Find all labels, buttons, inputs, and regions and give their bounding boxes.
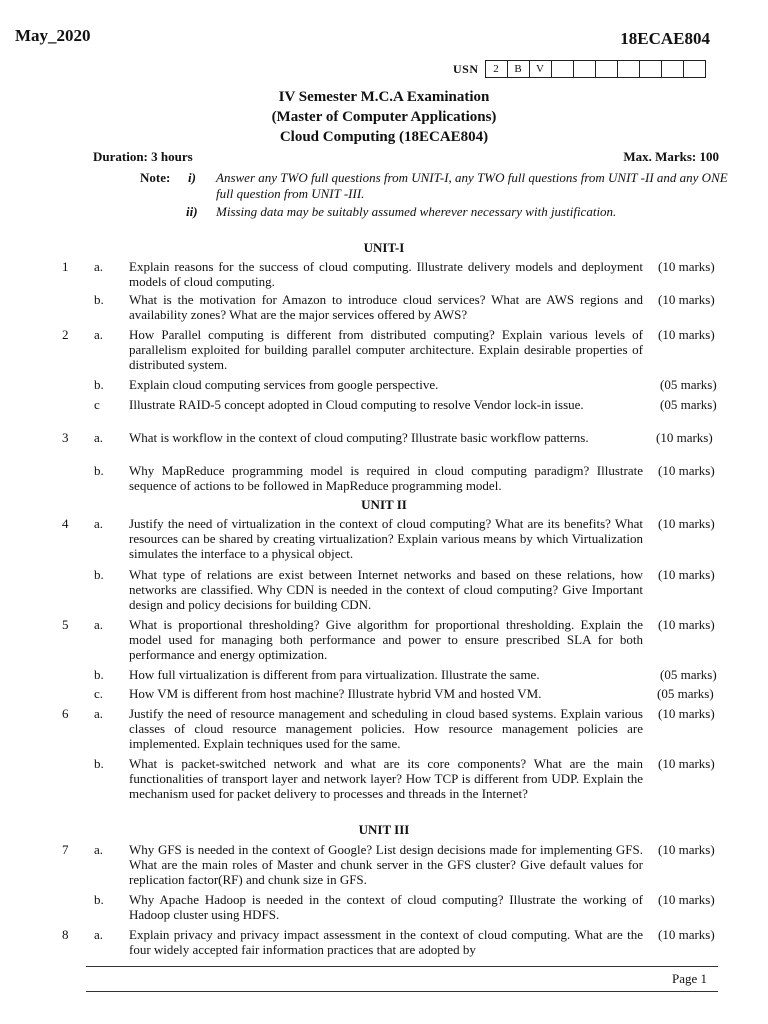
question-text: What is proportional thresholding? Give algorithm for proportional thresholding. Explain the model used for managing both performance and power to ensure prescribed SLA for both performance and energy optimization.	[129, 617, 643, 663]
unit-heading: UNIT III	[358, 822, 410, 837]
question-part: b.	[94, 667, 104, 682]
question-number: 3	[62, 430, 69, 445]
question-text: What is packet-switched network and what are its core components? What are the main functionalities of transport layer and network layer? How TCP is different from UDP. Explain the mechanism used for packet delivery to processes and threads in the Internet?	[129, 756, 643, 802]
unit-heading: UNIT-I	[363, 240, 405, 255]
question-marks: (10 marks)	[658, 892, 715, 907]
question-part: b.	[94, 377, 104, 392]
question-part: c	[94, 397, 100, 412]
question-number: 1	[62, 259, 69, 274]
note-label: Note:	[140, 170, 171, 185]
question-number: 8	[62, 927, 69, 942]
question-number: 7	[62, 842, 69, 857]
question-number: 6	[62, 706, 69, 721]
question-text: Why Apache Hadoop is needed in the context of cloud computing? Illustrate the working of Hadoop cluster using HDFS.	[129, 892, 643, 923]
question-text: How full virtualization is different from para virtualization. Illustrate the same.	[129, 667, 540, 682]
usn-box	[552, 61, 574, 77]
usn-box	[618, 61, 640, 77]
question-part: a.	[94, 430, 104, 445]
question-part: b.	[94, 463, 104, 478]
question-marks: (05 marks)	[660, 397, 717, 412]
note-text: Answer any TWO full questions from UNIT-I, any TWO full questions from UNIT -II and any ONE full question from UNIT -III.	[216, 170, 728, 201]
question-marks: (10 marks)	[658, 463, 715, 478]
question-part: a.	[94, 617, 104, 632]
question-number: 2	[62, 327, 69, 342]
question-text: Why GFS is needed in the context of Google? List design decisions made for implementing GFS. What are the main roles of Master and chunk server in the GFS cluster? Give default values for replication factor(RF) and chunk size in GFS.	[129, 842, 643, 888]
question-text: Explain cloud computing services from google perspective.	[129, 377, 439, 392]
exam-title: IV Semester M.C.A Examination	[278, 89, 490, 105]
program-title: (Master of Computer Applications)	[271, 109, 497, 125]
note-text: Missing data may be suitably assumed wherever necessary with justification.	[216, 204, 617, 219]
usn-box	[684, 61, 705, 77]
usn-box: 2	[486, 61, 508, 77]
question-text: Explain privacy and privacy impact assessment in the context of cloud computing. What are the four widely accepted fair information practices that are adopted by	[129, 927, 643, 958]
question-marks: (10 marks)	[658, 259, 715, 274]
question-part: b.	[94, 892, 104, 907]
question-marks: (05 marks)	[660, 377, 717, 392]
question-text: Justify the need of virtualization in the context of cloud computing? What are its benefits? What resources can be shared by creating virtualization? Explain various means by which Virtualization simulates the interface to a physical object.	[129, 516, 643, 562]
usn-field	[453, 60, 706, 78]
question-part: a.	[94, 706, 104, 721]
question-marks: (10 marks)	[658, 927, 715, 942]
question-text: How Parallel computing is different from distributed computing? Explain various levels of parallelism exploited for building parallel computer architecture. Explain desirable properties of distributed system.	[129, 327, 643, 373]
usn-box	[662, 61, 684, 77]
footer-rule-bottom	[86, 991, 718, 992]
usn-boxes	[485, 60, 706, 78]
question-part: a.	[94, 927, 104, 942]
max-marks: Max. Marks: 100	[623, 149, 719, 164]
question-part: c.	[94, 686, 104, 701]
question-text: What is the motivation for Amazon to introduce cloud services? What are AWS regions and availability zones? What are the major services offered by AWS?	[129, 292, 643, 323]
question-text: Illustrate RAID-5 concept adopted in Cloud computing to resolve Vendor lock-in issue.	[129, 397, 584, 412]
note-number: i)	[188, 170, 196, 185]
exam-session: May_2020	[15, 26, 91, 45]
question-marks: (10 marks)	[658, 756, 715, 771]
question-part: a.	[94, 516, 104, 531]
question-number: 5	[62, 617, 69, 632]
subject-title: Cloud Computing (18ECAE804)	[279, 129, 489, 145]
question-part: b.	[94, 567, 104, 582]
usn-box	[574, 61, 596, 77]
question-marks: (05 marks)	[657, 686, 714, 701]
unit-heading: UNIT II	[361, 497, 407, 512]
page-number: Page 1	[672, 971, 708, 986]
usn-box: V	[530, 61, 552, 77]
question-text: Why MapReduce programming model is required in cloud computing paradigm? Illustrate sequence of actions to be followed in MapReduce programming model.	[129, 463, 643, 494]
question-text: Justify the need of resource management and scheduling in cloud based systems. Explain various classes of cloud resource management policies. How resource management policies are implemented. Explain techniques used for the same.	[129, 706, 643, 752]
usn-box	[596, 61, 618, 77]
usn-box	[640, 61, 662, 77]
question-marks: (10 marks)	[658, 617, 715, 632]
usn-box: B	[508, 61, 530, 77]
course-code: 18ECAE804	[620, 29, 710, 48]
duration: Duration: 3 hours	[93, 149, 193, 164]
question-marks: (10 marks)	[658, 706, 715, 721]
usn-label: USN	[453, 61, 479, 76]
question-number: 4	[62, 516, 69, 531]
question-part: a.	[94, 327, 104, 342]
question-part: a.	[94, 259, 104, 274]
question-marks: (10 marks)	[658, 516, 715, 531]
footer-rule-top	[86, 966, 718, 967]
question-part: b.	[94, 292, 104, 307]
question-text: What is workflow in the context of cloud computing? Illustrate basic workflow patterns.	[129, 430, 589, 445]
question-marks: (10 marks)	[656, 430, 713, 445]
question-text: Explain reasons for the success of cloud computing. Illustrate delivery models and deployment models of cloud computing.	[129, 259, 643, 290]
question-marks: (10 marks)	[658, 292, 715, 307]
question-text: How VM is different from host machine? Illustrate hybrid VM and hosted VM.	[129, 686, 542, 701]
question-marks: (10 marks)	[658, 567, 715, 582]
note-number: ii)	[186, 204, 198, 219]
question-part: b.	[94, 756, 104, 771]
question-part: a.	[94, 842, 104, 857]
question-text: What type of relations are exist between Internet networks and based on these relations, how networks are classified. Why CDN is needed in the context of cloud computing? Give Important design and policy decisions for building CDN.	[129, 567, 643, 613]
question-marks: (05 marks)	[660, 667, 717, 682]
question-marks: (10 marks)	[658, 327, 715, 342]
question-marks: (10 marks)	[658, 842, 715, 857]
